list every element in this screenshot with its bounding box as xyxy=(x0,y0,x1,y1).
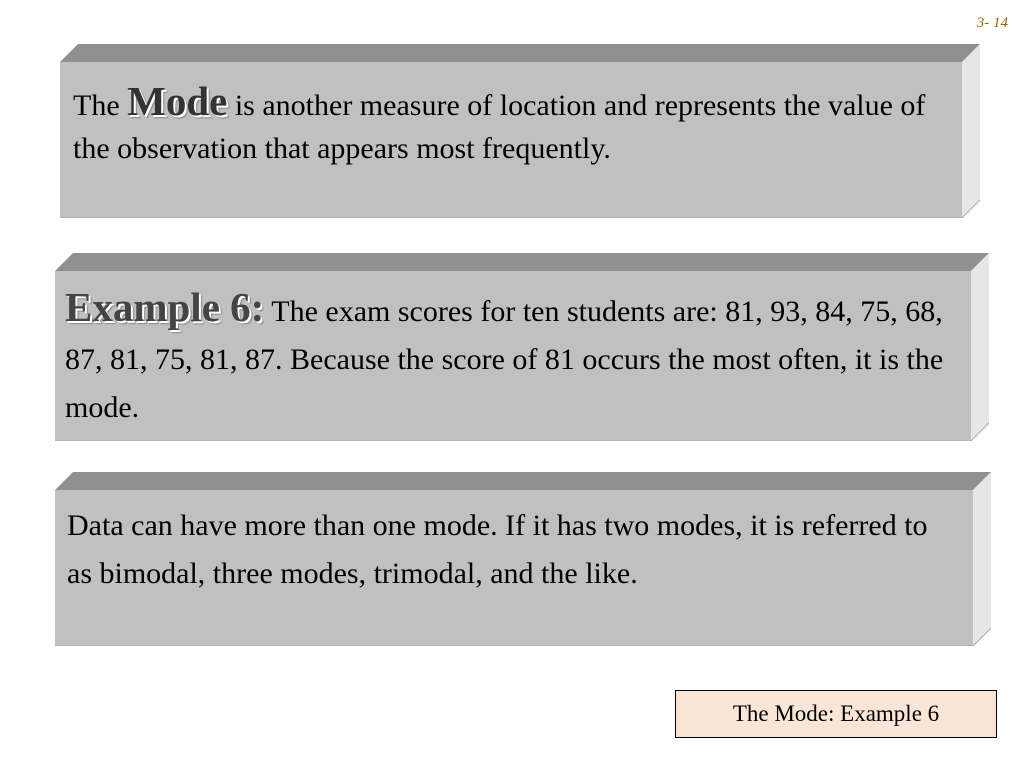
slide-number: 3- 14 xyxy=(976,15,1008,31)
example-body: The exam scores for ten students are: 81, 93, 84, 75, 68, 87, 81, 75, 81, 87. Because the score of 81 occurs the most often, it is the mode. xyxy=(65,295,944,424)
definition-text xyxy=(73,80,953,170)
multimodal-box xyxy=(55,472,991,646)
example-text xyxy=(65,283,965,432)
definition-body: is another measure of location and represents the value of the observation that appears most frequently. xyxy=(73,89,926,165)
definition-box xyxy=(60,44,980,218)
footer-label: The Mode: Example 6 xyxy=(675,690,997,738)
mode-keyword: Mode xyxy=(127,78,228,124)
definition-prefix: The xyxy=(73,89,128,122)
example-box xyxy=(55,253,989,441)
example-keyword: Example 6: xyxy=(65,284,265,330)
multimodal-text: Data can have more than one mode. If it has two modes, it is referred to as bimodal, three modes, trimodal, and the like. xyxy=(67,509,928,590)
